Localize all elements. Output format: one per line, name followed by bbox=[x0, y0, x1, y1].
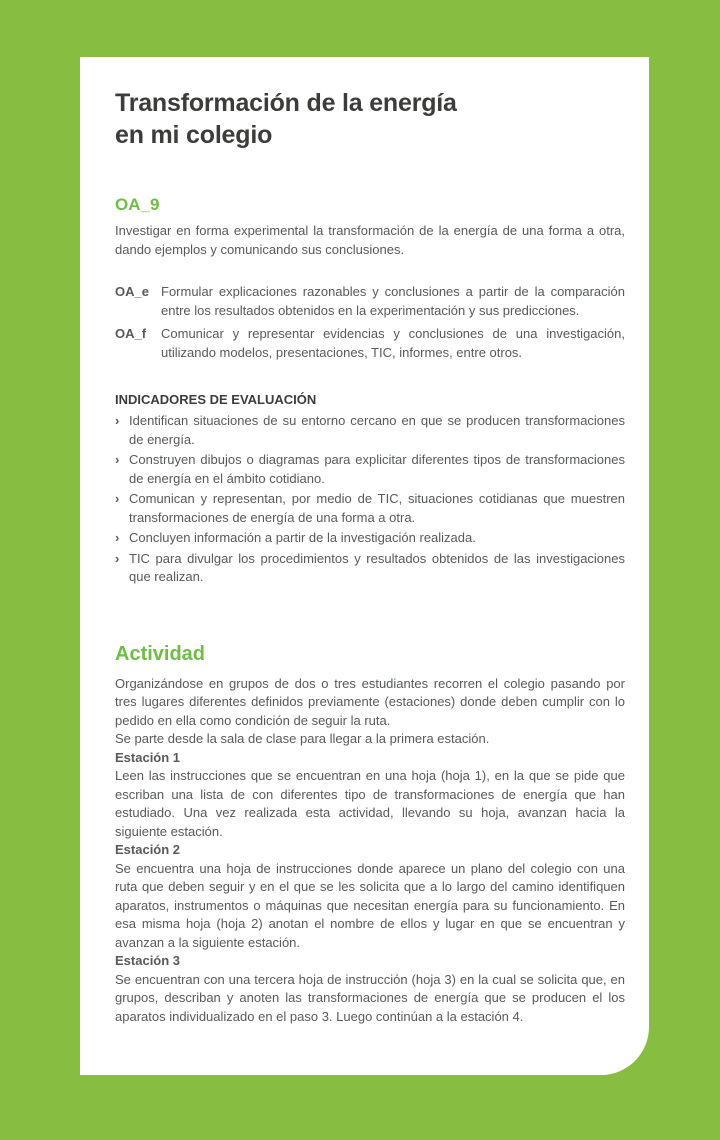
actividad-intro-route: Se parte desde la sala de clase para llegar a la primera estación. bbox=[115, 731, 490, 746]
oa-item-label: OA_f bbox=[115, 326, 147, 341]
station-text: Se encuentra una hoja de instrucciones donde aparece un plano del colegio con una ruta que deben seguir y en el que se les solicita que a lo largo del camino identifiquen aparatos, instrumentos o máquinas que necesitan energía para su funcionamiento. En esa misma hoja (hoja 2) anotan el nombre de ellos y lugar en que se encuentran y avanzan a la siguiente estación. bbox=[115, 860, 625, 950]
oa-item-text: Formular explicaciones razonables y conclusiones a partir de la comparación entre los resultados obtenidos en la experimentación y sus predicciones. bbox=[161, 284, 625, 318]
indicator-text: TIC para divulgar los procedimientos y resultados obtenidos de las investigaciones que realizan. bbox=[129, 550, 625, 584]
station-title: Estación 2 bbox=[115, 842, 181, 857]
oa-item-text: Comunicar y representar evidencias y conclusiones de una investigación, utilizando modelos, presentaciones, TIC, informes, entre otros. bbox=[161, 326, 625, 360]
content-card bbox=[80, 57, 649, 1075]
bullet-marker: › bbox=[115, 550, 120, 566]
oa9-description: Investigar en forma experimental la transformación de la energía de una forma a otra, dando ejemplos y comunicando sus conclusiones. bbox=[115, 223, 625, 257]
indicator-text: Comunican y representan, por medio de TIC, situaciones cotidianas que muestren transformaciones de energía de una forma a otra. bbox=[129, 491, 625, 525]
indicator-text: Identifican situaciones de su entorno cercano en que se producen transformaciones de energía. bbox=[129, 413, 625, 447]
indicator-item bbox=[115, 451, 625, 488]
bullet-marker: › bbox=[115, 491, 120, 506]
indicadores-heading: INDICADORES DE EVALUACIÓN bbox=[115, 392, 317, 407]
oa-item-label: OA_e bbox=[115, 284, 149, 299]
bullet-marker: › bbox=[115, 452, 120, 467]
oa-item bbox=[115, 283, 625, 320]
indicator-item bbox=[115, 490, 625, 527]
indicator-item bbox=[115, 529, 625, 548]
page-title bbox=[115, 87, 625, 151]
station-title: Estación 1 bbox=[115, 749, 181, 765]
oa9-heading: OA_9 bbox=[115, 195, 160, 214]
station-text: Se encuentran con una tercera hoja de instrucción (hoja 3) en la cual se solicita que, en grupos, describan y anoten las transformaciones de energía que se producen el los aparatos individualizado en el paso 3. Luego continúan a la estación 4. bbox=[115, 971, 625, 1024]
actividad-heading: Actividad bbox=[115, 642, 206, 665]
station-title: Estación 3 bbox=[115, 953, 181, 968]
page-title-line1: Transformación de la energía bbox=[115, 89, 457, 117]
actividad-intro: Organizándose en grupos de dos o tres estudiantes recorren el colegio pasando por tres lugares diferentes definidos previamente (estaciones) donde deben cumplir con lo pedido en ella como condición de seguir la ruta. bbox=[115, 675, 625, 728]
indicator-item bbox=[115, 412, 625, 449]
bullet-marker: › bbox=[115, 530, 120, 545]
indicator-text: Construyen dibujos o diagramas para explicitar diferentes tipos de transformaciones de energía en el ámbito cotidiano. bbox=[129, 452, 625, 486]
page-title-line2: en mi colegio bbox=[115, 121, 273, 149]
station-text: Leen las instrucciones que se encuentran en una hoja (hoja 1), en la que se pide que escriban una lista de con diferentes tipo de transformaciones de energía que han estudiado. Una vez realizada esta actividad, llevando su hoja, avanzan hacia la siguiente estación. bbox=[115, 768, 625, 839]
indicator-item bbox=[115, 550, 625, 587]
indicator-text: Concluyen información a partir de la investigación realizada. bbox=[129, 530, 476, 545]
oa-item bbox=[115, 325, 625, 362]
indicator-list bbox=[115, 412, 625, 587]
bullet-marker: › bbox=[115, 413, 120, 428]
